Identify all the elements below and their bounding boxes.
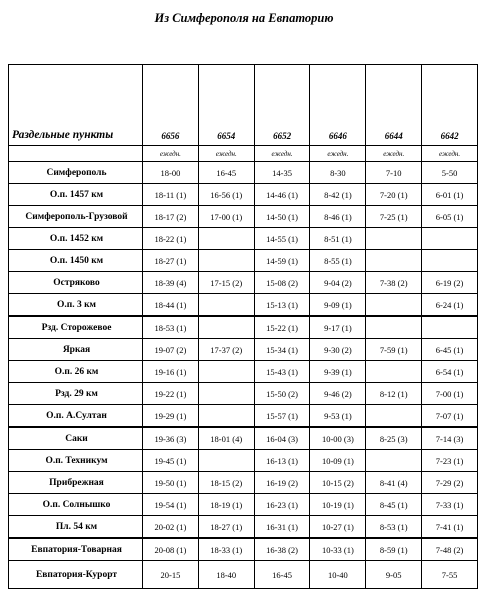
- train-number-header: 6652: [254, 65, 310, 146]
- table-row: [9, 516, 478, 539]
- time-cell: 16-19 (2): [254, 472, 310, 494]
- time-cell: 18-33 (1): [198, 538, 254, 561]
- time-cell: 18-39 (4): [143, 272, 199, 294]
- time-cell: 6-19 (2): [422, 272, 478, 294]
- time-cell: 18-00: [143, 162, 199, 184]
- time-cell: [366, 405, 422, 428]
- table-row: [9, 316, 478, 339]
- train-number-header: 6656: [143, 65, 199, 146]
- time-cell: 19-29 (1): [143, 405, 199, 428]
- table-row: [9, 361, 478, 383]
- time-cell: [366, 228, 422, 250]
- time-cell: 10-40: [310, 561, 366, 589]
- time-cell: 8-53 (1): [366, 516, 422, 539]
- time-cell: 7-20 (1): [366, 184, 422, 206]
- time-cell: 18-11 (1): [143, 184, 199, 206]
- time-cell: [366, 294, 422, 317]
- station-name: О.п. 1452 км: [9, 228, 143, 250]
- table-row: [9, 383, 478, 405]
- time-cell: [198, 228, 254, 250]
- time-cell: 18-01 (4): [198, 427, 254, 450]
- time-cell: 6-01 (1): [422, 184, 478, 206]
- time-cell: 8-42 (1): [310, 184, 366, 206]
- stations-column-header: Раздельные пункты: [9, 65, 143, 146]
- time-cell: 15-08 (2): [254, 272, 310, 294]
- time-cell: 18-19 (1): [198, 494, 254, 516]
- time-cell: 10-09 (1): [310, 450, 366, 472]
- time-cell: [366, 316, 422, 339]
- station-name: Евпатория-Курорт: [9, 561, 143, 589]
- time-cell: 14-35: [254, 162, 310, 184]
- time-cell: 7-10: [366, 162, 422, 184]
- time-cell: 8-55 (1): [310, 250, 366, 272]
- time-cell: 7-23 (1): [422, 450, 478, 472]
- time-cell: 7-07 (1): [422, 405, 478, 428]
- frequency-label: ежедн.: [366, 146, 422, 162]
- time-cell: [198, 450, 254, 472]
- station-name: Рзд. 29 км: [9, 383, 143, 405]
- frequency-label: ежедн.: [254, 146, 310, 162]
- time-cell: 16-56 (1): [198, 184, 254, 206]
- time-cell: 8-46 (1): [310, 206, 366, 228]
- train-number-header: 6642: [422, 65, 478, 146]
- station-name: Пл. 54 км: [9, 516, 143, 539]
- time-cell: 16-23 (1): [254, 494, 310, 516]
- station-name: Симферополь: [9, 162, 143, 184]
- time-cell: 9-30 (2): [310, 339, 366, 361]
- time-cell: 18-40: [198, 561, 254, 589]
- time-cell: 19-54 (1): [143, 494, 199, 516]
- time-cell: 15-57 (1): [254, 405, 310, 428]
- frequency-label: ежедн.: [310, 146, 366, 162]
- time-cell: 19-50 (1): [143, 472, 199, 494]
- time-cell: 15-13 (1): [254, 294, 310, 317]
- time-cell: 17-15 (2): [198, 272, 254, 294]
- time-cell: 20-02 (1): [143, 516, 199, 539]
- table-row: [9, 561, 478, 589]
- table-row: [9, 494, 478, 516]
- time-cell: 9-17 (1): [310, 316, 366, 339]
- time-cell: 18-53 (1): [143, 316, 199, 339]
- time-cell: [198, 250, 254, 272]
- time-cell: 9-09 (1): [310, 294, 366, 317]
- time-cell: 15-34 (1): [254, 339, 310, 361]
- header-row: [9, 65, 478, 146]
- station-name: Евпатория-Товарная: [9, 538, 143, 561]
- time-cell: 18-15 (2): [198, 472, 254, 494]
- station-name: О.п. А.Султан: [9, 405, 143, 428]
- time-cell: [198, 405, 254, 428]
- time-cell: 7-48 (2): [422, 538, 478, 561]
- timetable-body: [9, 65, 478, 589]
- station-name: О.п. Техникум: [9, 450, 143, 472]
- time-cell: 19-22 (1): [143, 383, 199, 405]
- table-row: [9, 472, 478, 494]
- station-name: О.п. 26 км: [9, 361, 143, 383]
- station-name: О.п. 3 км: [9, 294, 143, 317]
- time-cell: 8-25 (3): [366, 427, 422, 450]
- time-cell: 10-00 (3): [310, 427, 366, 450]
- table-row: [9, 339, 478, 361]
- frequency-label-cell: [9, 146, 143, 162]
- time-cell: 16-45: [198, 162, 254, 184]
- time-cell: [198, 294, 254, 317]
- table-row: [9, 427, 478, 450]
- station-name: Яркая: [9, 339, 143, 361]
- time-cell: 9-46 (2): [310, 383, 366, 405]
- time-cell: 16-38 (2): [254, 538, 310, 561]
- time-cell: 7-33 (1): [422, 494, 478, 516]
- station-name: О.п. 1450 км: [9, 250, 143, 272]
- time-cell: [198, 383, 254, 405]
- table-row: [9, 405, 478, 428]
- station-name: О.п. Солнышко: [9, 494, 143, 516]
- time-cell: [198, 316, 254, 339]
- time-cell: 15-43 (1): [254, 361, 310, 383]
- time-cell: 17-00 (1): [198, 206, 254, 228]
- time-cell: 7-38 (2): [366, 272, 422, 294]
- time-cell: 16-31 (1): [254, 516, 310, 539]
- time-cell: 7-41 (1): [422, 516, 478, 539]
- station-name: О.п. 1457 км: [9, 184, 143, 206]
- time-cell: 7-14 (3): [422, 427, 478, 450]
- time-cell: 17-37 (2): [198, 339, 254, 361]
- time-cell: 19-16 (1): [143, 361, 199, 383]
- time-cell: 9-04 (2): [310, 272, 366, 294]
- time-cell: 14-59 (1): [254, 250, 310, 272]
- time-cell: 14-50 (1): [254, 206, 310, 228]
- time-cell: 20-15: [143, 561, 199, 589]
- time-cell: 7-55: [422, 561, 478, 589]
- time-cell: 19-45 (1): [143, 450, 199, 472]
- table-row: [9, 228, 478, 250]
- time-cell: 20-08 (1): [143, 538, 199, 561]
- time-cell: [198, 361, 254, 383]
- time-cell: 16-13 (1): [254, 450, 310, 472]
- frequency-label: ежедн.: [198, 146, 254, 162]
- time-cell: 7-25 (1): [366, 206, 422, 228]
- time-cell: 19-07 (2): [143, 339, 199, 361]
- table-row: [9, 294, 478, 317]
- time-cell: [422, 316, 478, 339]
- time-cell: 10-19 (1): [310, 494, 366, 516]
- table-row: [9, 162, 478, 184]
- time-cell: [422, 228, 478, 250]
- time-cell: 7-59 (1): [366, 339, 422, 361]
- frequency-label: ежедн.: [143, 146, 199, 162]
- time-cell: 6-54 (1): [422, 361, 478, 383]
- time-cell: 6-05 (1): [422, 206, 478, 228]
- time-cell: 9-39 (1): [310, 361, 366, 383]
- time-cell: 10-15 (2): [310, 472, 366, 494]
- time-cell: 19-36 (3): [143, 427, 199, 450]
- time-cell: 16-45: [254, 561, 310, 589]
- time-cell: 8-59 (1): [366, 538, 422, 561]
- table-row: [9, 450, 478, 472]
- time-cell: 18-17 (2): [143, 206, 199, 228]
- time-cell: 8-45 (1): [366, 494, 422, 516]
- time-cell: [422, 250, 478, 272]
- train-number-header: 6654: [198, 65, 254, 146]
- time-cell: [366, 361, 422, 383]
- page-title: Из Симферополя на Евпаторию: [154, 11, 334, 25]
- station-name: Симферополь-Грузовой: [9, 206, 143, 228]
- table-row: [9, 272, 478, 294]
- time-cell: 8-51 (1): [310, 228, 366, 250]
- time-cell: 8-12 (1): [366, 383, 422, 405]
- time-cell: [366, 250, 422, 272]
- time-cell: 9-05: [366, 561, 422, 589]
- station-name: Остряково: [9, 272, 143, 294]
- table-row: [9, 206, 478, 228]
- train-number-header: 6646: [310, 65, 366, 146]
- station-name: Прибрежная: [9, 472, 143, 494]
- time-cell: 14-46 (1): [254, 184, 310, 206]
- time-cell: 18-27 (1): [198, 516, 254, 539]
- time-cell: 15-22 (1): [254, 316, 310, 339]
- time-cell: 5-50: [422, 162, 478, 184]
- time-cell: [366, 450, 422, 472]
- train-number-header: 6644: [366, 65, 422, 146]
- time-cell: 7-29 (2): [422, 472, 478, 494]
- time-cell: 6-45 (1): [422, 339, 478, 361]
- time-cell: 7-00 (1): [422, 383, 478, 405]
- time-cell: 14-55 (1): [254, 228, 310, 250]
- time-cell: 6-24 (1): [422, 294, 478, 317]
- frequency-label: ежедн.: [422, 146, 478, 162]
- table-row: [9, 184, 478, 206]
- table-row: [9, 538, 478, 561]
- time-cell: 9-53 (1): [310, 405, 366, 428]
- time-cell: 8-41 (4): [366, 472, 422, 494]
- time-cell: 16-04 (3): [254, 427, 310, 450]
- time-cell: 15-50 (2): [254, 383, 310, 405]
- time-cell: 18-22 (1): [143, 228, 199, 250]
- time-cell: 18-44 (1): [143, 294, 199, 317]
- timetable: [8, 64, 478, 589]
- table-row: [9, 250, 478, 272]
- time-cell: 10-27 (1): [310, 516, 366, 539]
- time-cell: 18-27 (1): [143, 250, 199, 272]
- station-name: Рзд. Сторожевое: [9, 316, 143, 339]
- time-cell: 10-33 (1): [310, 538, 366, 561]
- station-name: Саки: [9, 427, 143, 450]
- time-cell: 8-30: [310, 162, 366, 184]
- frequency-row: [9, 146, 478, 162]
